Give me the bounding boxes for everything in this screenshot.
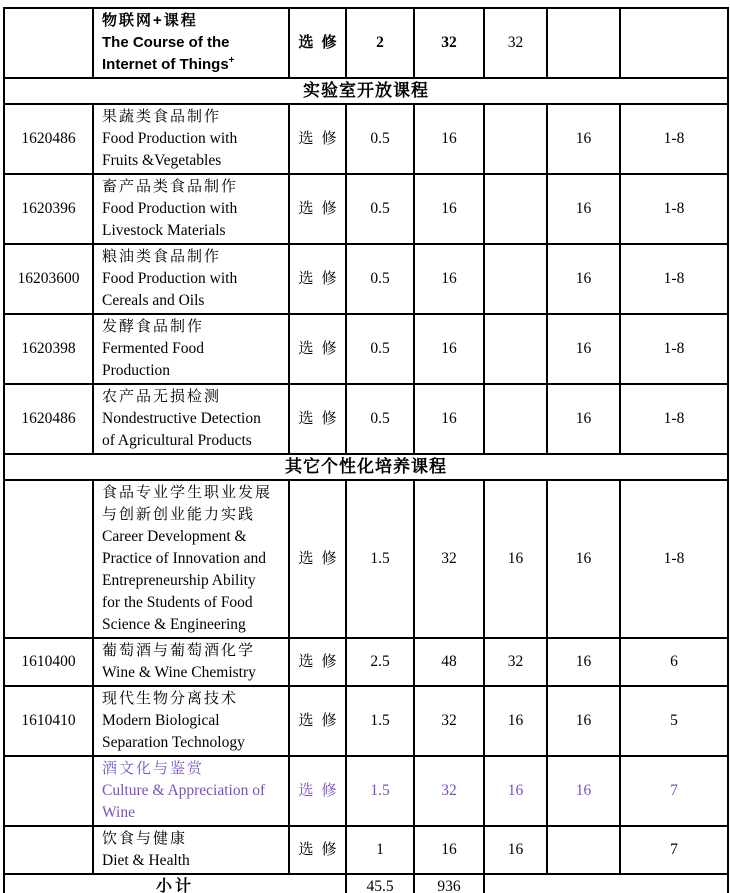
course-name-zh: 发酵食品制作 xyxy=(102,319,205,335)
practice-hours-cell: 16 xyxy=(547,244,620,314)
practice-hours-cell: 16 xyxy=(547,480,620,638)
curriculum-table xyxy=(3,7,729,893)
total-hours-cell: 16 xyxy=(414,384,484,454)
credits-cell: 1 xyxy=(346,826,414,874)
course-name-zh: 畜产品类食品制作 xyxy=(102,179,239,195)
lecture-hours-cell: 32 xyxy=(484,638,547,686)
subtotal-empty-cell xyxy=(484,874,728,893)
weeks-cell: 1-8 xyxy=(620,480,728,638)
course-name-zh: 食品专业学生职业发展与创新创业能力实践 xyxy=(102,485,273,523)
total-hours-cell: 32 xyxy=(414,686,484,756)
course-name-en-text: Nondestructive Detection of Agricultural Products xyxy=(102,410,261,449)
course-name-en-text: Food Production with Cereals and Oils xyxy=(102,270,238,309)
course-type-cell: 选修 xyxy=(289,384,346,454)
lecture-hours-cell xyxy=(484,104,547,174)
course-code-cell: 1620398 xyxy=(4,314,93,384)
section-header-row xyxy=(4,454,728,480)
practice-hours-cell: 16 xyxy=(547,314,620,384)
course-name-en xyxy=(102,710,274,754)
lecture-hours-cell xyxy=(484,314,547,384)
course-name-zh: 物联网+课程 xyxy=(102,12,198,29)
course-row xyxy=(4,174,728,244)
course-type-cell: 选修 xyxy=(289,174,346,244)
lecture-hours-cell: 16 xyxy=(484,480,547,638)
practice-hours-cell xyxy=(547,826,620,874)
course-name-cell xyxy=(93,174,289,244)
total-hours-cell: 16 xyxy=(414,174,484,244)
course-code-cell: 1620486 xyxy=(4,384,93,454)
course-code-cell xyxy=(4,8,93,78)
total-hours-cell: 16 xyxy=(414,104,484,174)
weeks-cell: 7 xyxy=(620,826,728,874)
credits-cell: 0.5 xyxy=(346,174,414,244)
course-code-cell: 1610410 xyxy=(4,686,93,756)
total-hours-cell: 16 xyxy=(414,314,484,384)
course-name-cell xyxy=(93,826,289,874)
course-type-cell: 选修 xyxy=(289,638,346,686)
course-name-en xyxy=(102,850,274,872)
course-row xyxy=(4,686,728,756)
course-row xyxy=(4,756,728,826)
total-hours-cell: 16 xyxy=(414,244,484,314)
course-name-cell xyxy=(93,104,289,174)
total-hours-cell: 32 xyxy=(414,480,484,638)
course-name-zh: 果蔬类食品制作 xyxy=(102,109,222,125)
section-header-row xyxy=(4,78,728,104)
weeks-cell: 6 xyxy=(620,638,728,686)
course-code-cell: 1620486 xyxy=(4,104,93,174)
course-row xyxy=(4,104,728,174)
course-name-cell xyxy=(93,244,289,314)
course-name-cell xyxy=(93,8,289,78)
subtotal-hours-cell: 936 xyxy=(414,874,484,893)
lecture-hours-cell: 32 xyxy=(484,8,547,78)
weeks-cell xyxy=(620,8,728,78)
course-code-cell xyxy=(4,826,93,874)
course-row xyxy=(4,638,728,686)
course-name-en xyxy=(102,526,274,636)
course-row xyxy=(4,826,728,874)
credits-cell: 0.5 xyxy=(346,384,414,454)
course-name-cell xyxy=(93,686,289,756)
course-name-en-text: Food Production with Livestock Materials xyxy=(102,200,238,239)
course-name-cell xyxy=(93,756,289,826)
weeks-cell: 1-8 xyxy=(620,174,728,244)
practice-hours-cell xyxy=(547,8,620,78)
lecture-hours-cell: 16 xyxy=(484,826,547,874)
course-name-zh: 酒文化与鉴赏 xyxy=(102,761,205,777)
course-name-en-text: Wine & Wine Chemistry xyxy=(102,664,256,681)
course-name-cell xyxy=(93,384,289,454)
practice-hours-cell: 16 xyxy=(547,104,620,174)
weeks-cell: 1-8 xyxy=(620,314,728,384)
course-name-en xyxy=(102,32,274,76)
course-name-zh: 粮油类食品制作 xyxy=(102,249,222,265)
course-type-cell: 选修 xyxy=(289,104,346,174)
course-type-cell: 选修 xyxy=(289,826,346,874)
course-code-cell: 1610400 xyxy=(4,638,93,686)
course-name-en xyxy=(102,198,274,242)
course-row xyxy=(4,8,728,78)
weeks-cell: 1-8 xyxy=(620,384,728,454)
course-code-cell: 16203600 xyxy=(4,244,93,314)
lecture-hours-cell xyxy=(484,244,547,314)
course-name-zh: 饮食与健康 xyxy=(102,831,188,847)
subtotal-label: 小计 xyxy=(4,874,346,893)
total-hours-cell: 48 xyxy=(414,638,484,686)
course-name-en xyxy=(102,780,274,824)
weeks-cell: 7 xyxy=(620,756,728,826)
course-name-en-text: Food Production with Fruits &Vegetables xyxy=(102,130,238,169)
course-name-en-text: Modern Biological Separation Technology xyxy=(102,712,245,751)
course-type-cell: 选修 xyxy=(289,480,346,638)
course-name-cell xyxy=(93,314,289,384)
section-title: 实验室开放课程 xyxy=(4,78,728,104)
course-name-zh: 农产品无损检测 xyxy=(102,389,222,405)
course-type-cell: 选修 xyxy=(289,244,346,314)
weeks-cell: 1-8 xyxy=(620,244,728,314)
total-hours-cell: 32 xyxy=(414,8,484,78)
course-row xyxy=(4,384,728,454)
credits-cell: 0.5 xyxy=(346,314,414,384)
credits-cell: 2.5 xyxy=(346,638,414,686)
credits-cell: 1.5 xyxy=(346,480,414,638)
credits-cell: 2 xyxy=(346,8,414,78)
lecture-hours-cell xyxy=(484,174,547,244)
lecture-hours-cell: 16 xyxy=(484,686,547,756)
lecture-hours-cell: 16 xyxy=(484,756,547,826)
course-name-en xyxy=(102,268,274,312)
course-name-en-text: Culture & Appreciation of Wine xyxy=(102,782,266,821)
weeks-cell: 1-8 xyxy=(620,104,728,174)
course-name-en-text: The Course of the Internet of Things xyxy=(102,34,230,73)
credits-cell: 1.5 xyxy=(346,756,414,826)
practice-hours-cell: 16 xyxy=(547,384,620,454)
practice-hours-cell: 16 xyxy=(547,756,620,826)
course-type-cell: 选修 xyxy=(289,756,346,826)
course-name-zh: 葡萄酒与葡萄酒化学 xyxy=(102,643,256,659)
course-code-cell xyxy=(4,480,93,638)
course-name-superscript: + xyxy=(228,55,235,66)
course-code-cell xyxy=(4,756,93,826)
subtotal-credits-cell: 45.5 xyxy=(346,874,414,893)
course-name-cell xyxy=(93,638,289,686)
course-type-cell: 选修 xyxy=(289,686,346,756)
course-row xyxy=(4,244,728,314)
course-name-cell xyxy=(93,480,289,638)
practice-hours-cell: 16 xyxy=(547,638,620,686)
course-code-cell: 1620396 xyxy=(4,174,93,244)
credits-cell: 1.5 xyxy=(346,686,414,756)
course-name-en-text: Diet & Health xyxy=(102,852,190,869)
course-name-en xyxy=(102,408,274,452)
weeks-cell: 5 xyxy=(620,686,728,756)
course-name-en-text: Fermented Food Production xyxy=(102,340,205,379)
total-hours-cell: 32 xyxy=(414,756,484,826)
practice-hours-cell: 16 xyxy=(547,174,620,244)
lecture-hours-cell xyxy=(484,384,547,454)
course-name-en xyxy=(102,662,274,684)
course-row xyxy=(4,480,728,638)
total-hours-cell: 16 xyxy=(414,826,484,874)
practice-hours-cell: 16 xyxy=(547,686,620,756)
course-name-en xyxy=(102,338,274,382)
subtotal-row xyxy=(4,874,728,893)
section-title: 其它个性化培养课程 xyxy=(4,454,728,480)
course-name-en xyxy=(102,128,274,172)
curriculum-table-body xyxy=(4,8,728,893)
course-name-zh: 现代生物分离技术 xyxy=(102,691,239,707)
course-name-en-text: Career Development & Practice of Innovation and Entrepreneurship Ability for the Students of Food Science & Engineering xyxy=(102,528,266,633)
course-row xyxy=(4,314,728,384)
credits-cell: 0.5 xyxy=(346,244,414,314)
course-type-cell: 选修 xyxy=(289,314,346,384)
course-type-cell: 选修 xyxy=(289,8,346,78)
credits-cell: 0.5 xyxy=(346,104,414,174)
